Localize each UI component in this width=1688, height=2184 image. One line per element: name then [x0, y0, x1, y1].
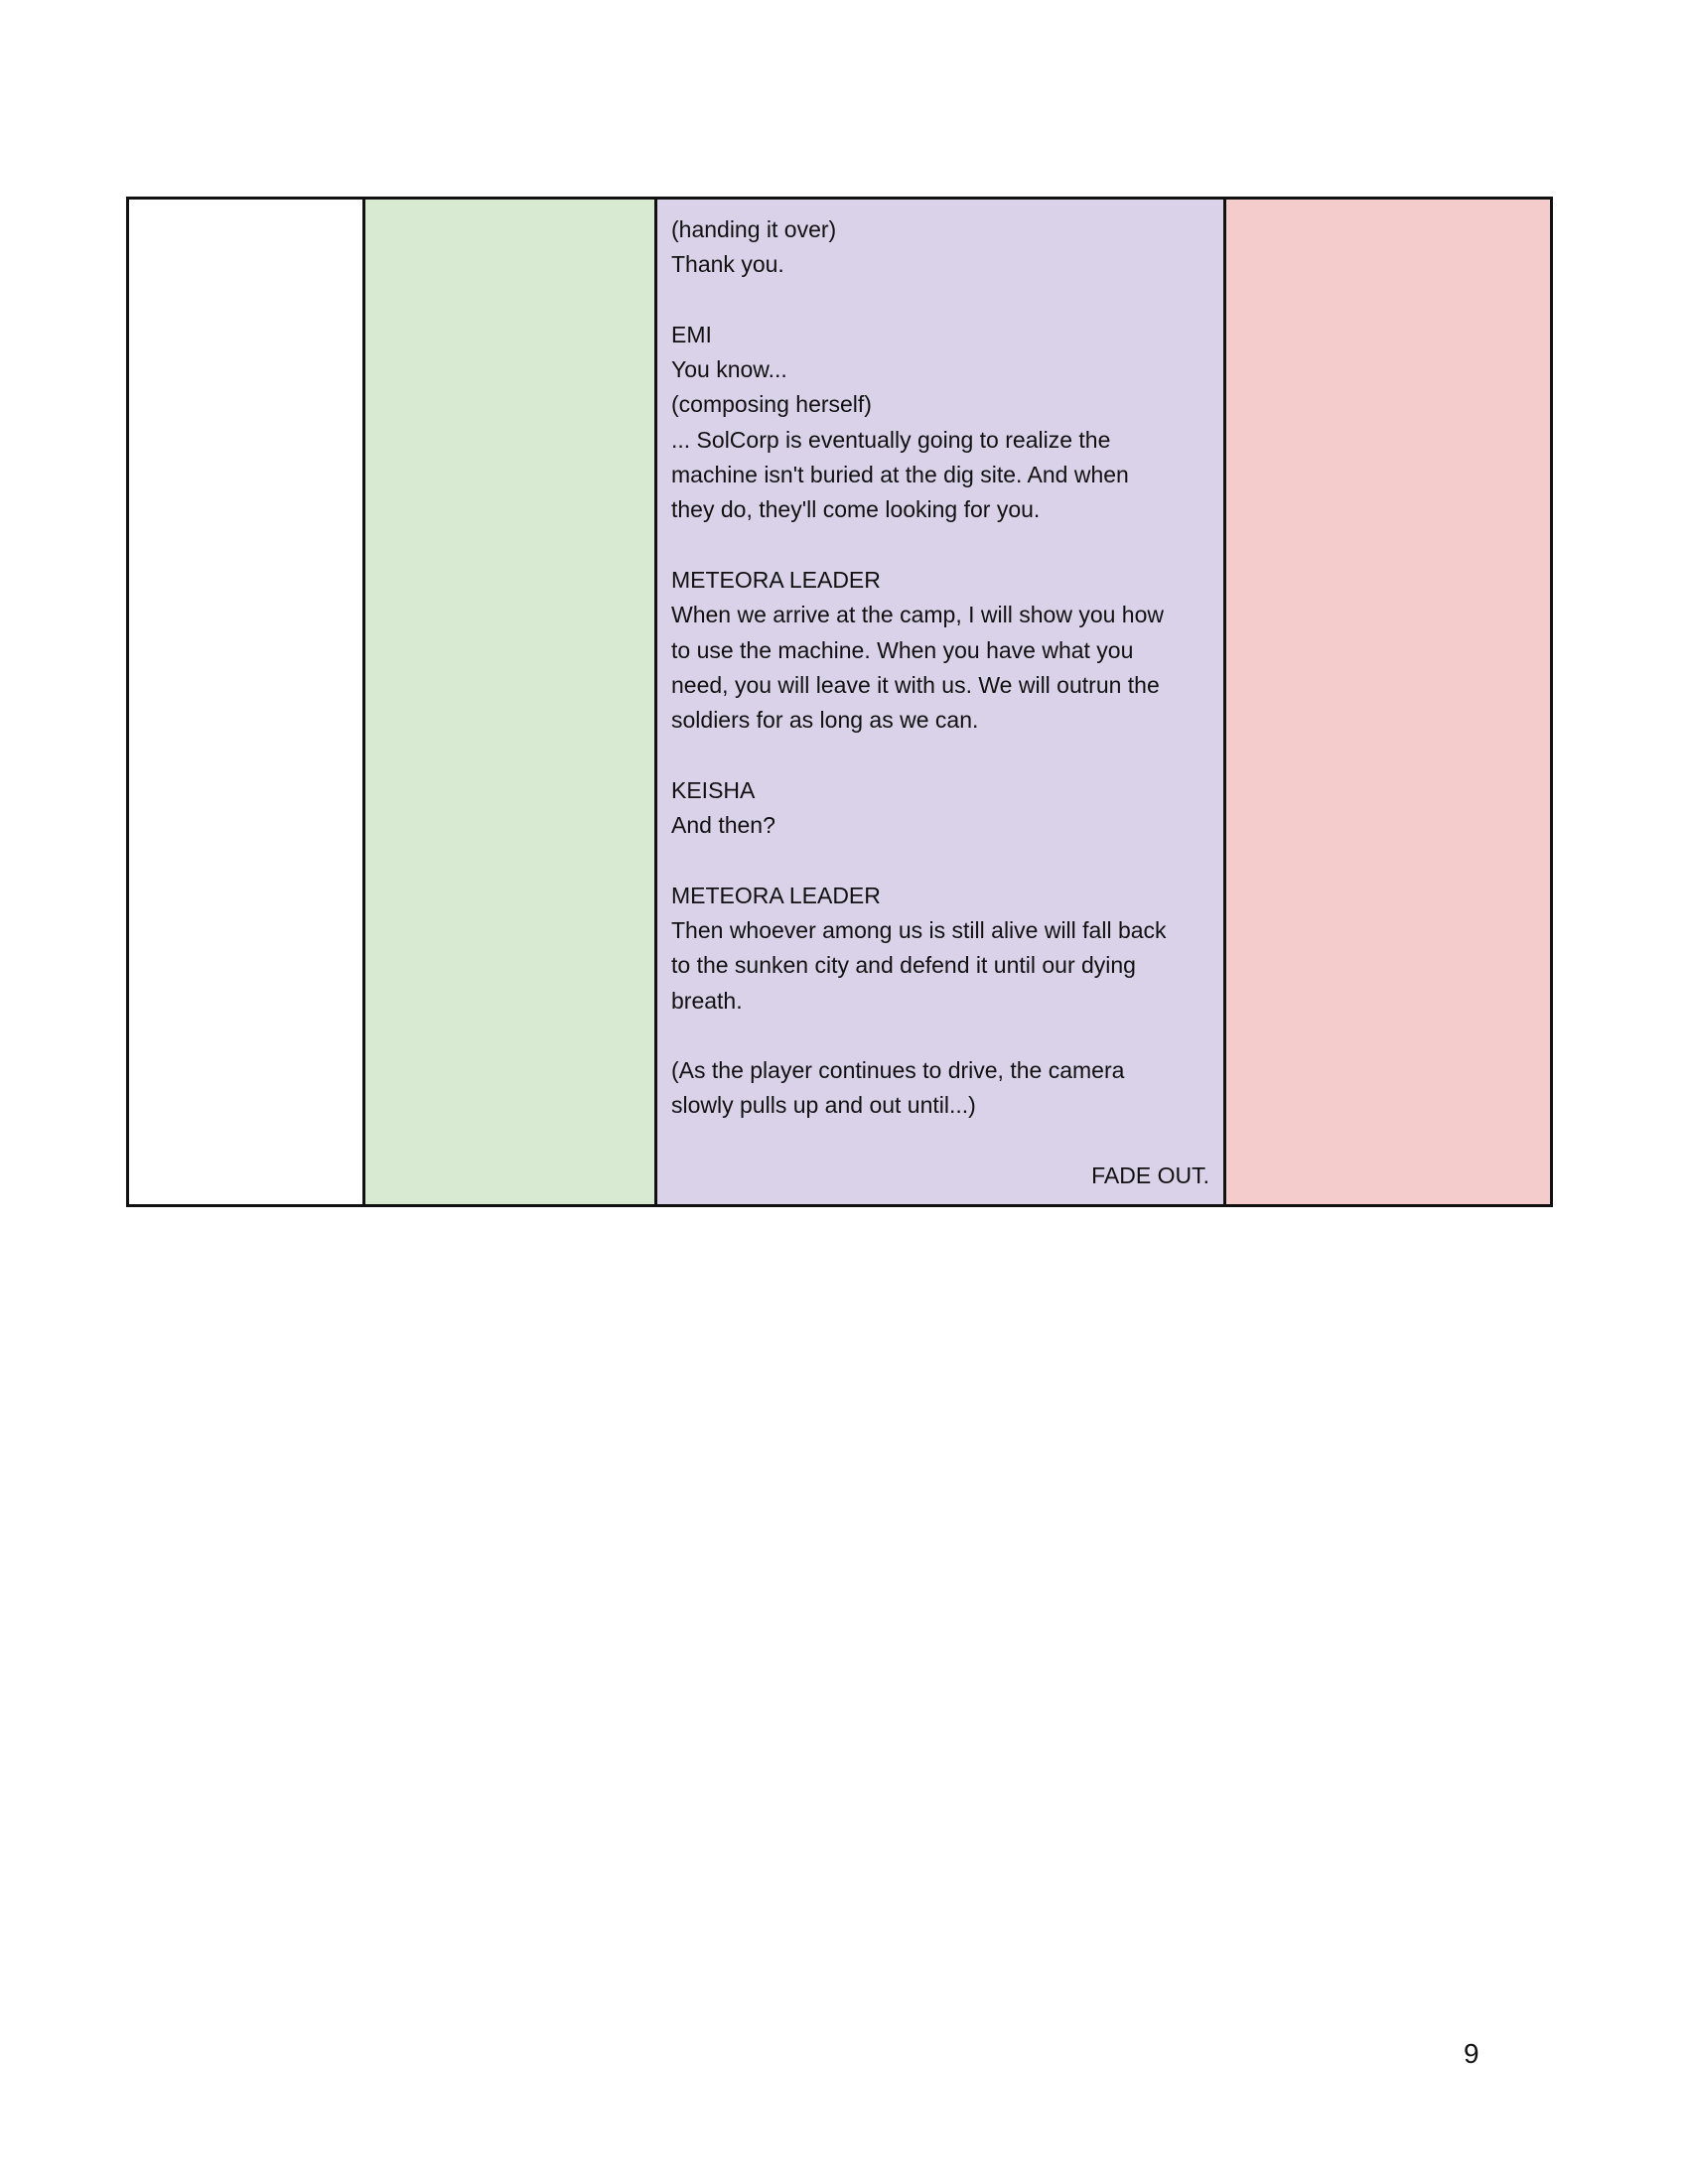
- dialogue-line: [671, 283, 1209, 318]
- dialogue-line: to use the machine. When you have what you: [671, 636, 1134, 663]
- dialogue-line: And then?: [671, 812, 775, 839]
- table-column-blank: [129, 200, 365, 1204]
- dialogue-line: [671, 738, 1209, 772]
- dialogue-line: need, you will leave it with us. We will outrun the: [671, 671, 1160, 698]
- dialogue-line: [671, 843, 1209, 878]
- parenthetical-line: (composing herself): [671, 391, 872, 418]
- script-table: [126, 197, 1553, 1207]
- dialogue-line: machine isn't buried at the dig site. And when: [671, 462, 1129, 488]
- dialogue-line: [671, 528, 1209, 563]
- transition-line: FADE OUT.: [1091, 1162, 1209, 1189]
- dialogue-line: ... SolCorp is eventually going to realize the: [671, 426, 1111, 453]
- dialogue-line: (handing it over): [671, 216, 837, 242]
- stage-direction-line: (As the player continues to drive, the camera: [671, 1057, 1125, 1084]
- dialogue-line: [671, 1124, 1209, 1159]
- dialogue-line: [671, 1019, 1209, 1053]
- dialogue-line: You know...: [671, 356, 787, 383]
- page-number: 9: [1464, 2038, 1479, 2069]
- table-column-green: [365, 200, 657, 1204]
- character-name: METEORA LEADER: [671, 566, 881, 593]
- table-column-red: [1226, 200, 1550, 1204]
- dialogue-line: soldiers for as long as we can.: [671, 707, 979, 734]
- table-column-dialogue: [657, 200, 1226, 1204]
- character-name: METEORA LEADER: [671, 882, 881, 908]
- character-name: EMI: [671, 321, 712, 347]
- dialogue-line: breath.: [671, 987, 743, 1014]
- stage-direction-line: slowly pulls up and out until...): [671, 1092, 976, 1119]
- dialogue-line: When we arrive at the camp, I will show you how: [671, 602, 1164, 628]
- dialogue-line: they do, they'll come looking for you.: [671, 496, 1041, 523]
- dialogue-line: Thank you.: [671, 251, 784, 278]
- character-name: KEISHA: [671, 776, 756, 803]
- dialogue-line: Then whoever among us is still alive will fall back: [671, 916, 1167, 943]
- dialogue-line: to the sunken city and defend it until our dying: [671, 952, 1136, 979]
